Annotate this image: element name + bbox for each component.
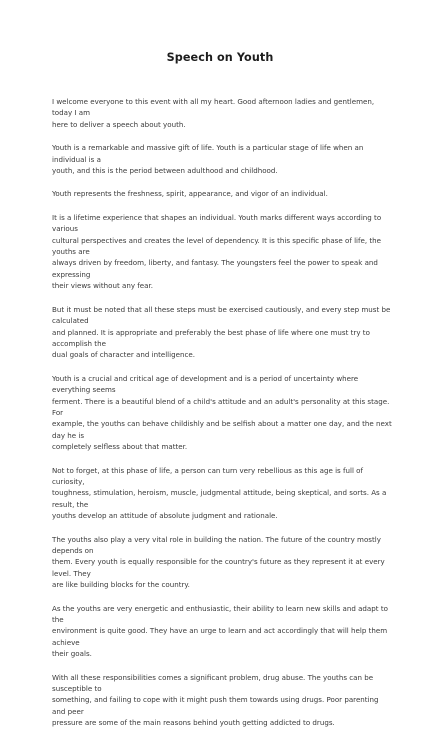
paragraph-drug-abuse: With all these responsibilities comes a significant problem, drug abuse. The youths can be susceptible to something, and failing to cope with it might push them towards using drugs. Poor parenting and peer pressure are some of the main reasons behind youth getting addicted to drugs. (52, 672, 379, 728)
paragraph-development: Youth is a crucial and critical age of development and is a period of uncertainty where everything seems ferment. There is a beautiful blend of a child's attitude and an adult's personality at this stage. For example, the youths can behave childishly and be selfish about a matter one day, and the next day he is completely selfless about that matter. (52, 373, 392, 452)
document-body (52, 96, 392, 741)
page-title: Speech on Youth (166, 51, 274, 64)
paragraph-energetic: As the youths are very energetic and enthusiastic, their ability to learn new skills and adapt to the environment is quite good. They have an urge to learn and act accordingly that will help them achieve their goals. (52, 603, 388, 659)
paragraph-rebellious: Not to forget, at this phase of life, a person can turn very rebellious as this age is full of curiosity, toughness, stimulation, heroism, muscle, judgmental attitude, being skeptical, and sorts. As a result, the youths develop an attitude of absolute judgment and rationale. (52, 465, 387, 521)
paragraph-freshness: Youth represents the freshness, spirit, appearance, and vigor of an individual. (52, 189, 328, 199)
paragraph-caution: But it must be noted that all these steps must be exercised cautiously, and every step must be calculated and planned. It is appropriate and preferably the best phase of life where one must try to accomplish the dual goals of character and intelligence. (52, 304, 391, 360)
paragraph-nation-building: The youths also play a very vital role in building the nation. The future of the country mostly depends on them. Every youth is equally responsible for the country's future as they represent it at every level. They are like building blocks for the country. (52, 534, 385, 590)
paragraph-lifetime-experience: It is a lifetime experience that shapes an individual. Youth marks different ways according to various cultural perspectives and creates the level of dependency. It is this specific phase of life, the youths are always driven by freedom, liberty, and fantasy. The youngsters feel the power to speak and expressing their views without any fear. (52, 212, 382, 291)
paragraph-welcome: I welcome everyone to this event with all my heart. Good afternoon ladies and gentlemen, today I am here to deliver a speech about youth. (52, 97, 375, 129)
paragraph-gift-of-life: Youth is a remarkable and massive gift of life. Youth is a particular stage of life when an individual is a youth, and this is the period between adulthood and childhood. (52, 143, 364, 176)
